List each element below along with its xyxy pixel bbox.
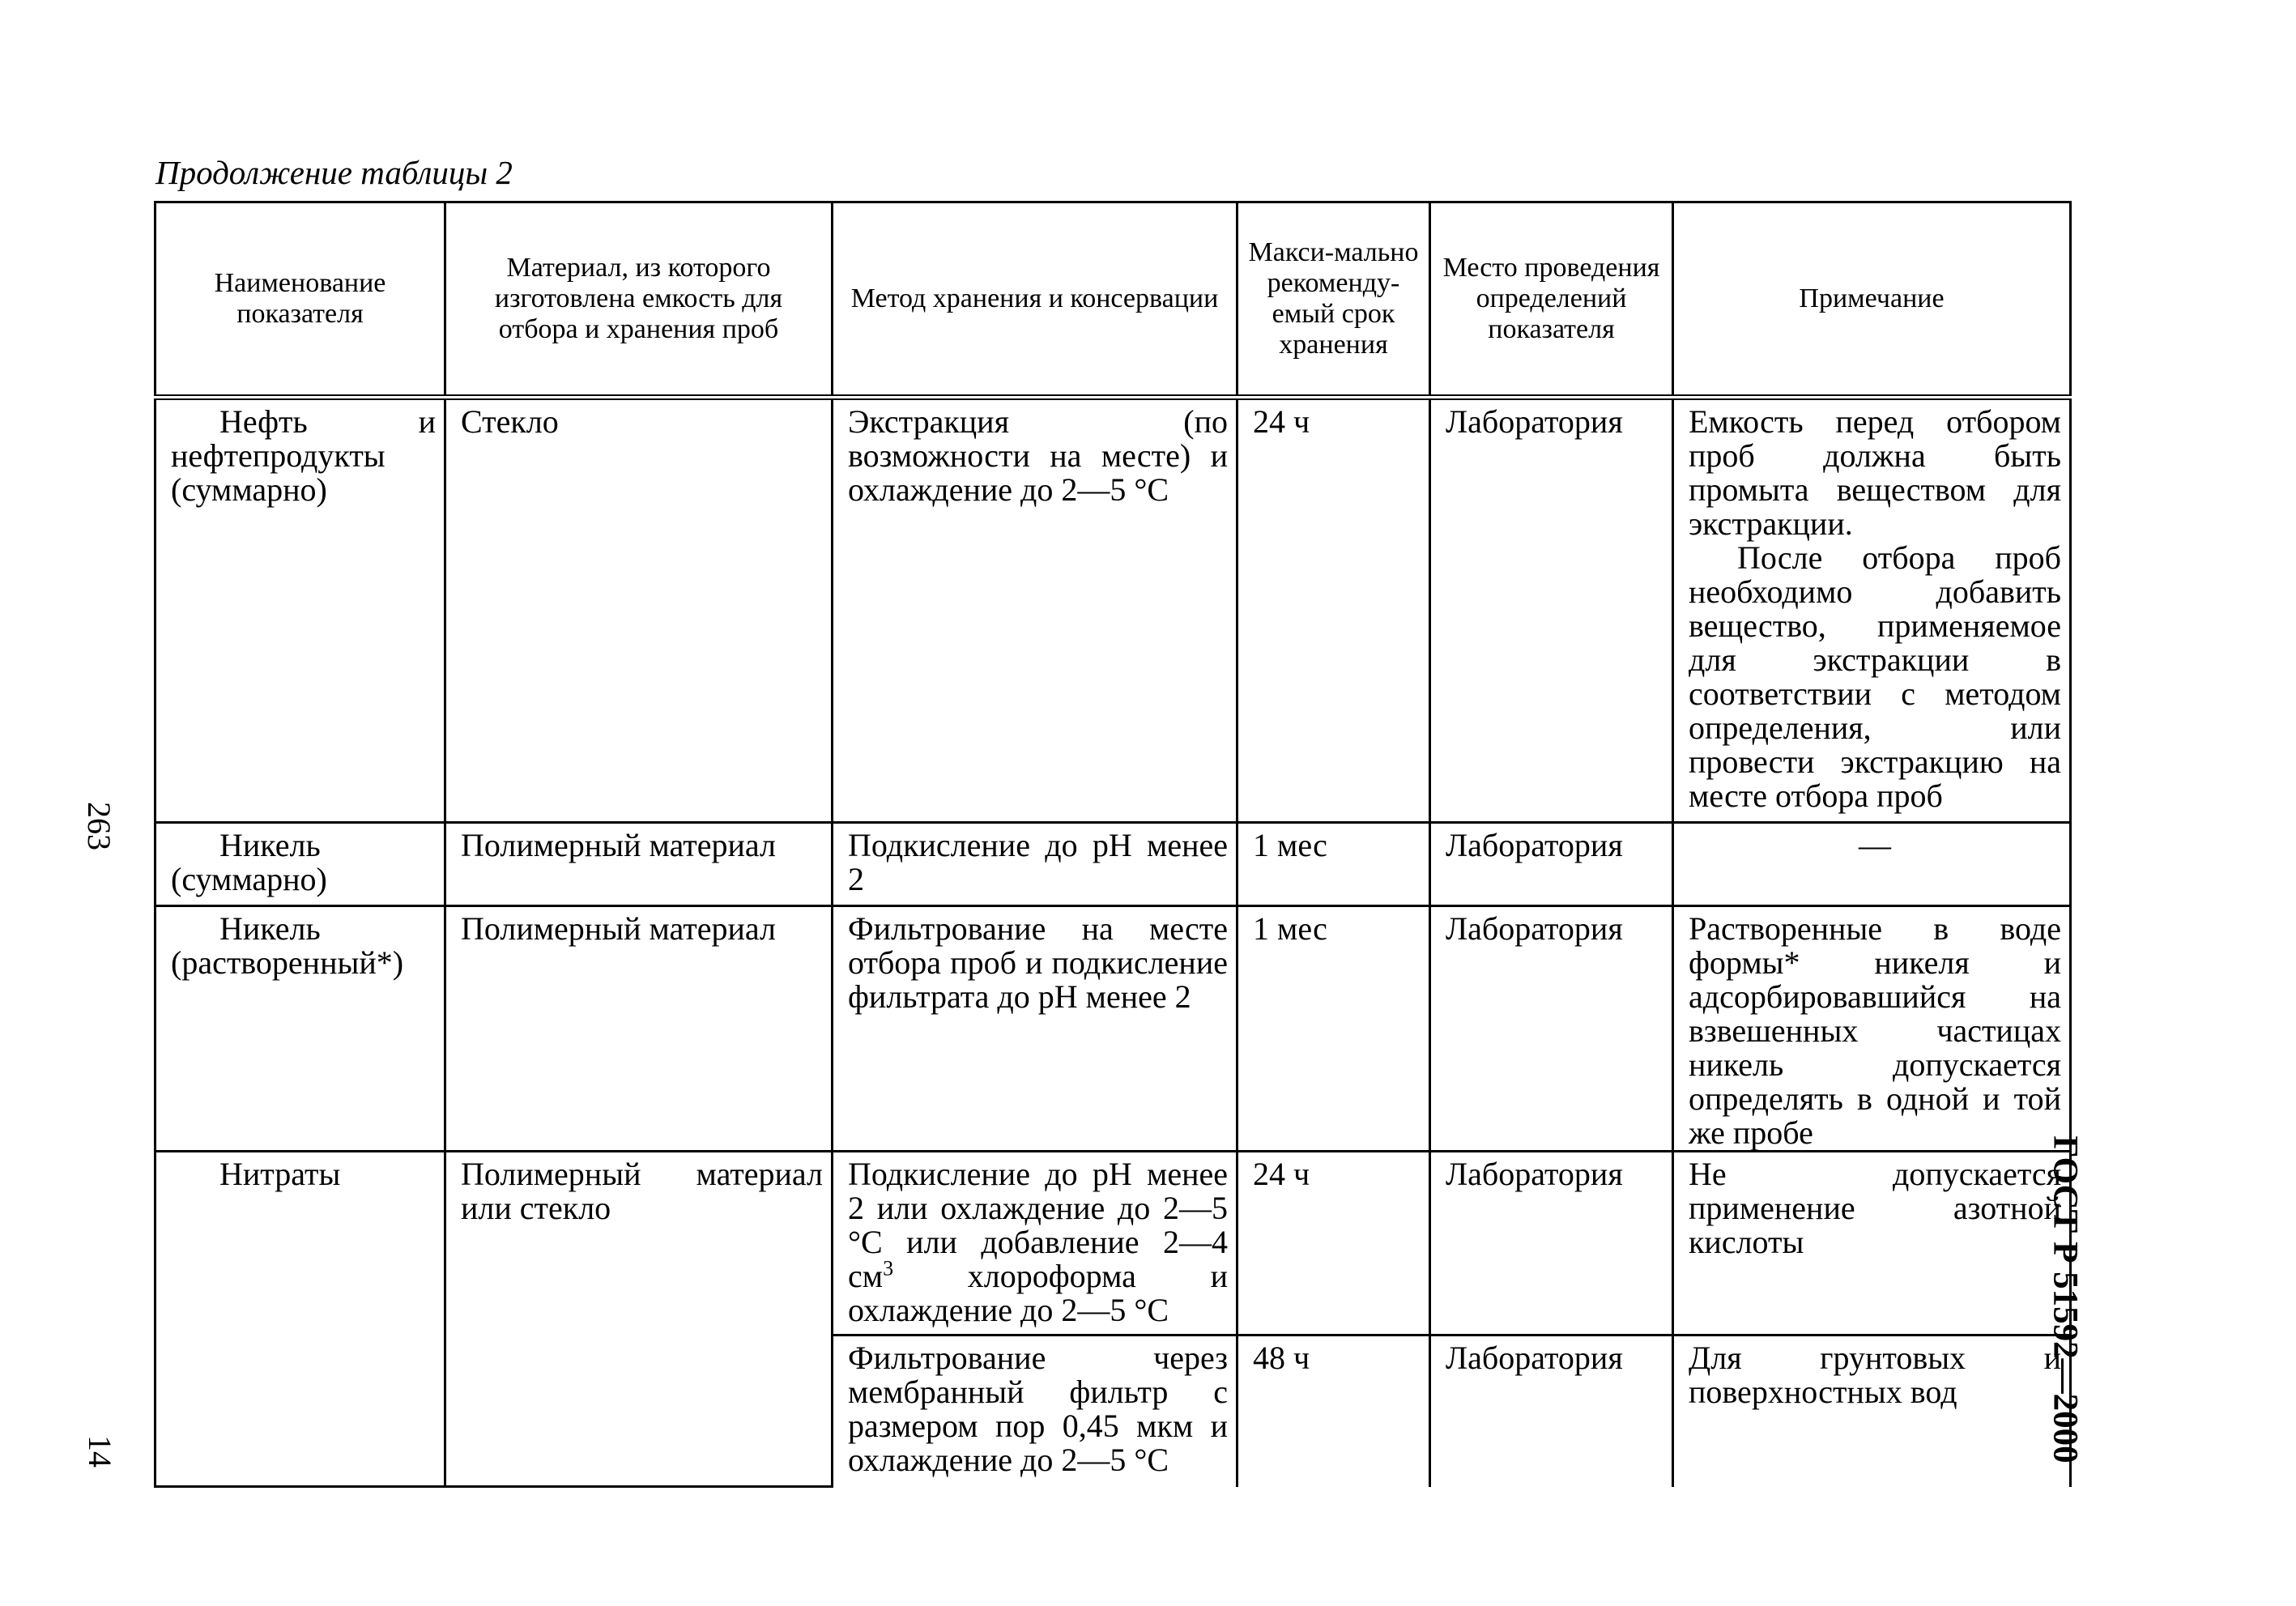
header-note: Примечание — [1673, 202, 2071, 398]
table-row — [155, 906, 2071, 1152]
cell-place: Лаборатория — [1430, 398, 1673, 823]
sampling-table — [154, 201, 2072, 1488]
cell-indicator: Нефть и нефтепродукты (суммарно) — [155, 398, 445, 823]
page-number-local: 14 — [82, 1435, 118, 1468]
table-row — [155, 398, 2071, 823]
cell-place: Лаборатория — [1430, 823, 1673, 906]
header-container-material: Материал, из которого изготовлена емкость для отбора и хранения проб — [445, 202, 833, 398]
header-storage-method: Метод хранения и консервации — [833, 202, 1237, 398]
cell-material: Полимерный материал или стекло — [445, 1152, 833, 1487]
cell-method: Подкисление до рН менее 2 — [833, 823, 1237, 906]
cell-material: Стекло — [445, 398, 833, 823]
header-indicator: Наименование показателя — [155, 202, 445, 398]
cell-term: 48 ч — [1237, 1335, 1430, 1487]
cell-method: Экстракция (по возможности на месте) и охлаждение до 2—5 °С — [833, 398, 1237, 823]
cell-material: Полимерный материал — [445, 906, 833, 1152]
cell-material: Полимерный материал — [445, 823, 833, 906]
cell-indicator: Никель (растворенный*) — [155, 906, 445, 1152]
table-row — [155, 823, 2071, 906]
cell-term: 24 ч — [1237, 1152, 1430, 1335]
cell-note: — — [1673, 823, 2071, 906]
cell-place: Лаборатория — [1430, 1152, 1673, 1335]
cell-note: Емкость перед отбором проб должна быть промыта веществом для экстракции. После отбора проб необходимо добавить вещество, применяемое для экстракции в соответствии с методом определения, или провести экстракцию на месте отбора проб — [1673, 398, 2071, 823]
cell-note: Растворенные в воде формы* никеля и адсорбировавшийся на взвешенных частицах никель допускается определять в одной и той же пробе — [1673, 906, 2071, 1152]
cell-method: Подкисление до рН менее 2 или охлаждение до 2—5 °С или добавление 2—4 $см^3$ хлороформа и охлаждение до 2—5 °С — [833, 1152, 1237, 1335]
cell-term: 24 ч — [1237, 398, 1430, 823]
cell-term: 1 мес — [1237, 906, 1430, 1152]
cell-indicator: Нитраты — [155, 1152, 445, 1487]
cell-indicator: Никель (суммарно) — [155, 823, 445, 906]
page-number-total: 263 — [81, 802, 117, 850]
cell-note: Не допускается применение азотной кислоты — [1673, 1152, 2071, 1335]
table-caption: Продолжение таблицы 2 — [155, 154, 513, 191]
table-header-row — [155, 202, 2071, 398]
cell-method: Фильтрование через мембранный фильтр с размером пор 0,45 мкм и охлаждение до 2—5 °С — [833, 1335, 1237, 1487]
header-max-term: Макси-мально рекоменду-емый срок хранения — [1237, 202, 1430, 398]
cell-note: Для грунтовых и поверхностных вод — [1673, 1335, 2071, 1487]
table-row — [155, 1152, 2071, 1335]
cell-place: Лаборатория — [1430, 1335, 1673, 1487]
cell-term: 1 мес — [1237, 823, 1430, 906]
cell-method: Фильтрование на месте отбора проб и подкисление фильтрата до рН менее 2 — [833, 906, 1237, 1152]
standard-designation: ГОСТ Р 51592—2000 — [2046, 1135, 2085, 1463]
header-place: Место проведения определений показателя — [1430, 202, 1673, 398]
cell-place: Лаборатория — [1430, 906, 1673, 1152]
